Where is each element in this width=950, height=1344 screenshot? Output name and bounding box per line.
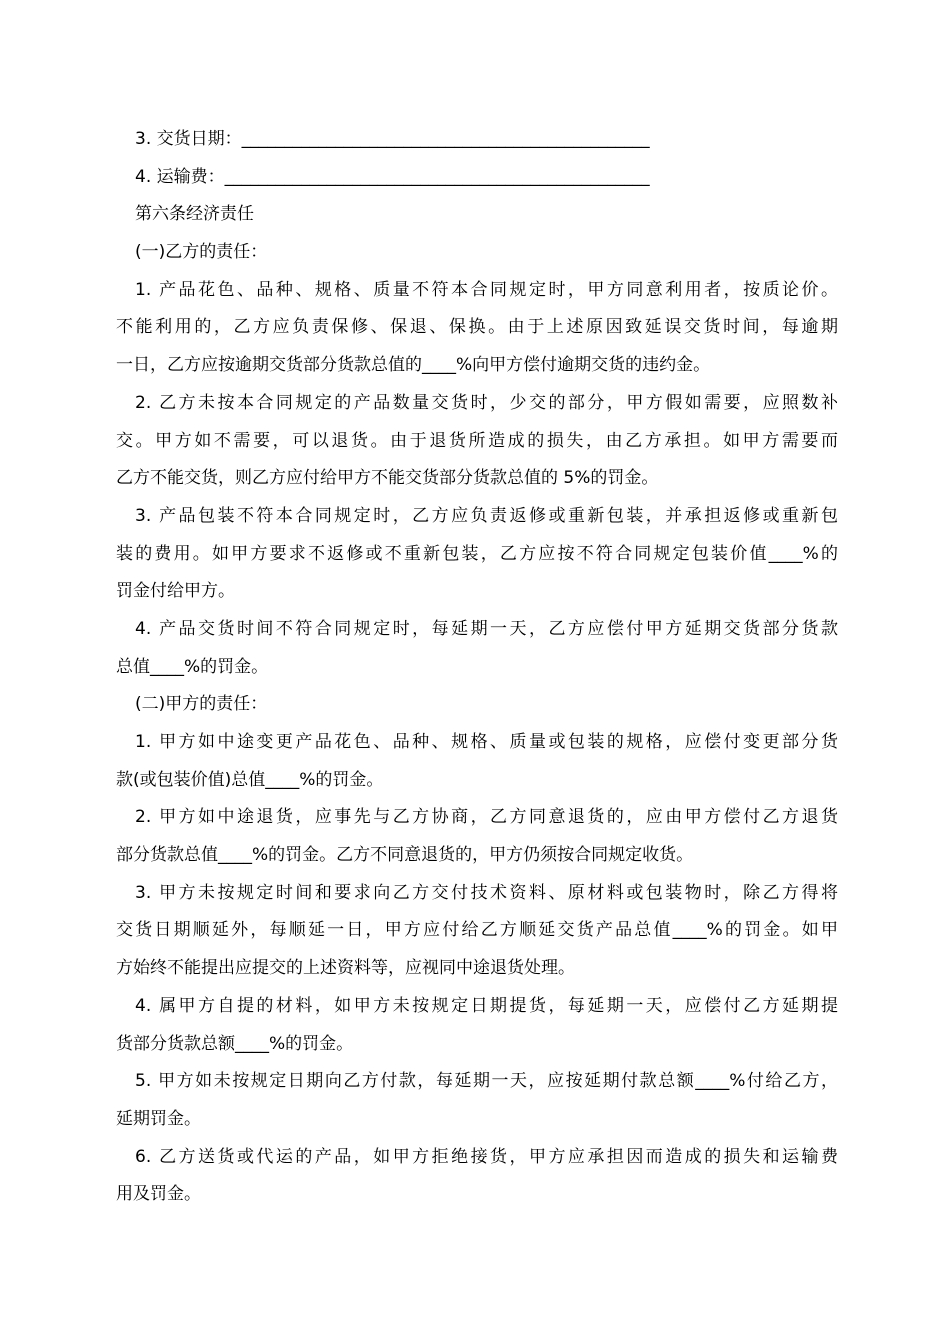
text-line: 部分货款总值____%的罚金。乙方不同意退货的，甲方仍须按合同规定收货。: [116, 845, 694, 866]
text-line: 总值____%的罚金。: [116, 656, 269, 677]
text-line: 装的费用。如甲方要求不返修或不重新包装，乙方应按不符合同规定包装价值____%的: [116, 543, 838, 564]
contract-text: [116, 121, 838, 1214]
text-line: 5. 甲方如未按规定日期向乙方付款，每延期一天，应按延期付款总额____%付给乙方，: [135, 1071, 838, 1092]
text-line: 一日，乙方应按逾期交货部分货款总值的____%向甲方偿付逾期交货的违约金。: [116, 355, 711, 376]
text-line: 6. 乙方送货或代运的产品，如甲方拒绝接货，甲方应承担因而造成的损失和运输费: [135, 1146, 838, 1167]
text-line: 4. 属甲方自提的材料，如甲方未按规定日期提货，每延期一天，应偿付乙方延期提: [135, 995, 838, 1016]
text-line: 罚金付给甲方。: [116, 581, 235, 602]
line-shipping-fee: 4. 运输费：__________________________________________________: [135, 166, 650, 187]
subheading-party-a: (二)甲方的责任：: [135, 694, 268, 715]
text-line: 乙方不能交货，则乙方应付给甲方不能交货部分货款总值的 5%的罚金。: [116, 468, 659, 489]
line-delivery-date: 3. 交货日期：________________________________________________: [135, 129, 650, 149]
text-line: 款(或包装价值)总值____%的罚金。: [116, 769, 384, 790]
text-line: 3. 甲方未按规定时间和要求向乙方交付技术资料、原材料或包装物时，除乙方得将: [135, 882, 838, 903]
text-line: 4. 产品交货时间不符合同规定时，每延期一天，乙方应偿付甲方延期交货部分货款: [135, 618, 838, 639]
text-line: 3. 产品包装不符本合同规定时，乙方应负责返修或重新包装，并承担返修或重新包: [135, 505, 838, 526]
text-line: 1. 产品花色、品种、规格、质量不符本合同规定时，甲方同意利用者，按质论价。: [135, 279, 838, 300]
text-line: 方始终不能提出应提交的上述资料等，应视同中途退货处理。: [116, 958, 575, 979]
text-line: 交货日期顺延外，每顺延一日，甲方应付给乙方顺延交货产品总值____%的罚金。如甲: [116, 920, 838, 941]
text-line: 交。甲方如不需要，可以退货。由于退货所造成的损失，由乙方承担。如甲方需要而: [116, 430, 838, 451]
text-line: 不能利用的，乙方应负责保修、保退、保换。由于上述原因致延误交货时间，每逾期: [116, 317, 838, 338]
text-line: 2. 甲方如中途退货，应事先与乙方协商，乙方同意退货的，应由甲方偿付乙方退货: [135, 807, 838, 828]
text-line: 1. 甲方如中途变更产品花色、品种、规格、质量或包装的规格，应偿付变更部分货: [135, 732, 838, 752]
text-line: 2. 乙方未按本合同规定的产品数量交货时，少交的部分，甲方假如需要，应照数补: [135, 392, 838, 413]
subheading-party-b: (一)乙方的责任：: [135, 242, 268, 263]
section-heading-article-6: 第六条经济责任: [135, 204, 254, 225]
text-line: 用及罚金。: [116, 1184, 201, 1205]
text-line: 延期罚金。: [116, 1108, 201, 1129]
text-line: 货部分货款总额____%的罚金。: [116, 1033, 354, 1054]
